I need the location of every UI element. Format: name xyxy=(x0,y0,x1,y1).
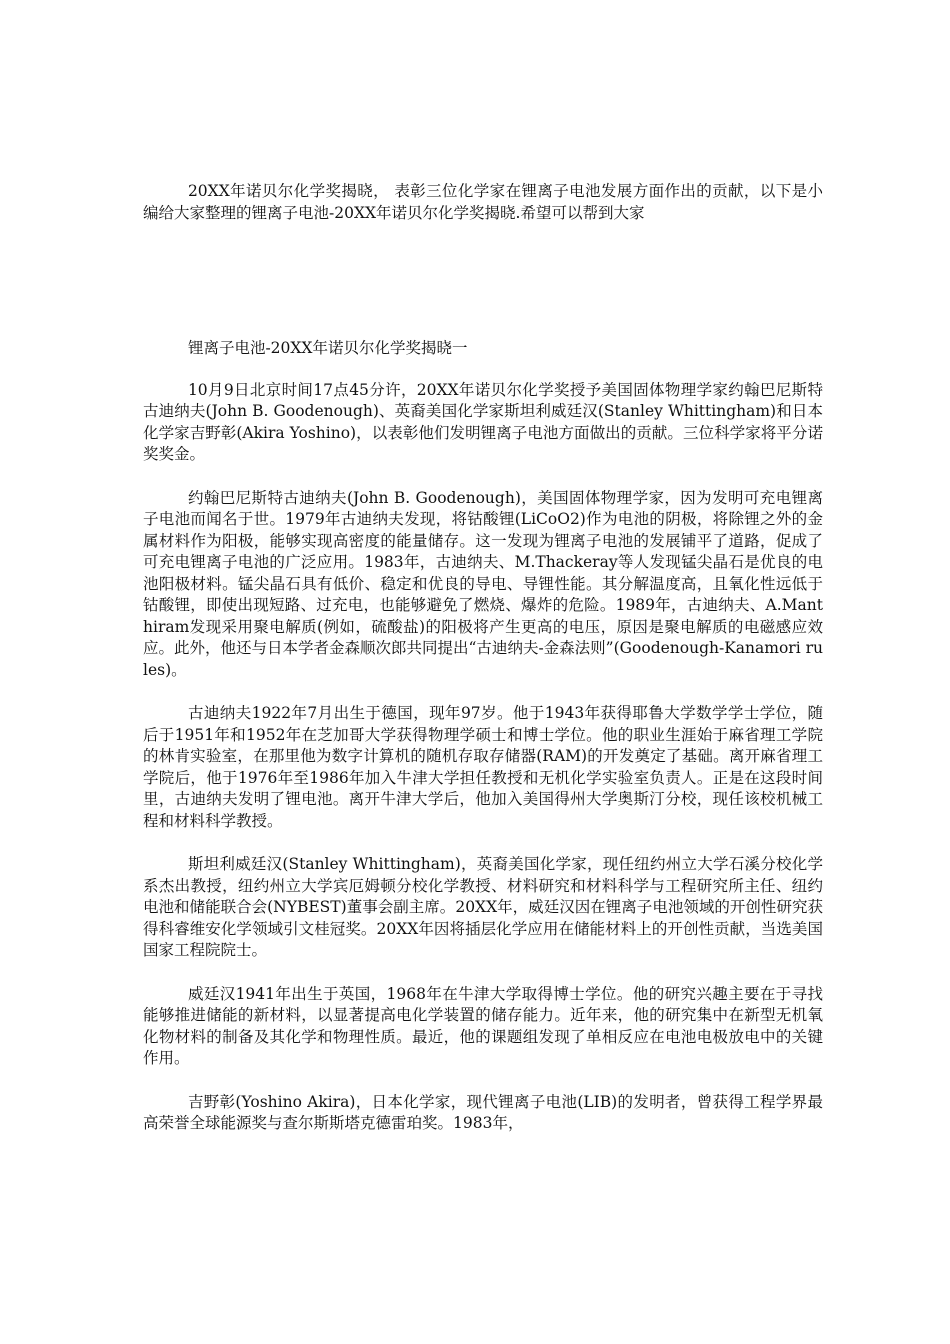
paragraph-goodenough-bio: 约翰巴尼斯特古迪纳夫(John B. Goodenough)，美国固体物理学家，因为发明可充电锂离子电池而闻名于世。1979年古迪纳夫发现，将钴酸锂(LiCoO2)作为电池的阴极，将除锂之外的金属材料作为阳极，能够实现高密度的能量储存。这一发现为锂离子电池的发展铺平了道路，促成了可充电锂离子电池的广泛应用。1983年，古迪纳夫、M.Thackeray等人发现锰尖晶石是优良的电池阳极材料。锰尖晶石具有低价、稳定和优良的导电、导锂性能。其分解温度高，且氧化性远低于钴酸锂，即使出现短路、过充电，也能够避免了燃烧、爆炸的危险。1989年，古迪纳夫、A.Manthiram发现采用聚电解质(例如，硫酸盐)的阳极将产生更高的电压，原因是聚电解质的电磁感应效应。此外，他还与日本学者金森顺次郎共同提出“古迪纳夫-金森法则”(Goodenough-Kanamori rules)。 xyxy=(143,488,823,679)
paragraph-whittingham-bio: 斯坦利威廷汉(Stanley Whittingham)，英裔美国化学家，现任纽约州立大学石溪分校化学系杰出教授，纽约州立大学宾厄姆顿分校化学教授、材料研究和材料科学与工程研究所主任、纽约电池和储能联合会(NYBEST)董事会副主席。20XX年，威廷汉因在锂离子电池领域的开创性研究获得科睿维安化学领域引文桂冠奖。20XX年因将插层化学应用在储能材料上的开创性贡献，当选美国国家工程院院士。 xyxy=(143,855,823,959)
section-heading: 锂离子电池-20XX年诺贝尔化学奖揭晓一 xyxy=(187,339,468,357)
paragraph-announcement: 10月9日北京时间17点45分许，20XX年诺贝尔化学奖授予美国固体物理学家约翰巴尼斯特古迪纳夫(John B. Goodenough)、英裔美国化学家斯坦利威廷汉(Stanley Whittingham)和日本化学家吉野彰(Akira Yoshino)，以表彰他们发明锂离子电池方面做出的贡献。三位科学家将平分诺奖奖金。 xyxy=(143,380,823,463)
document-body xyxy=(143,181,823,1157)
paragraph-yoshino-bio: 吉野彰(Yoshino Akira)，日本化学家，现代锂离子电池(LIB)的发明者，曾获得工程学界最高荣誉全球能源奖与查尔斯斯塔克德雷珀奖。1983年， xyxy=(143,1092,823,1132)
paragraph-whittingham-research: 威廷汉1941年出生于英国，1968年在牛津大学取得博士学位。他的研究兴趣主要在于寻找能够推进储能的新材料，以显著提高电化学装置的储存能力。近年来，他的研究集中在新型无机氧化物材料的制备及其化学和物理性质。最近，他的课题组发现了单相反应在电池电极放电中的关键作用。 xyxy=(143,984,823,1067)
intro-paragraph: 20XX年诺贝尔化学奖揭晓， 表彰三位化学家在锂离子电池发展方面作出的贡献，以下是小编给大家整理的锂离子电池-20XX年诺贝尔化学奖揭晓.希望可以帮到大家 xyxy=(143,182,823,222)
paragraph-goodenough-career: 古迪纳夫1922年7月出生于德国，现年97岁。他于1943年获得耶鲁大学数学学士学位，随后于1951年和1952年在芝加哥大学获得物理学硕士和博士学位。他的职业生涯始于麻省理工学院的林肯实验室，在那里他为数字计算机的随机存取存储器(RAM)的开发奠定了基础。离开麻省理工学院后，他于1976年至1986年加入牛津大学担任教授和无机化学实验室负责人。正是在这段时间里，古迪纳夫发明了锂电池。离开牛津大学后，他加入美国得州大学奥斯汀分校，现任该校机械工程和材料科学教授。 xyxy=(143,704,823,830)
